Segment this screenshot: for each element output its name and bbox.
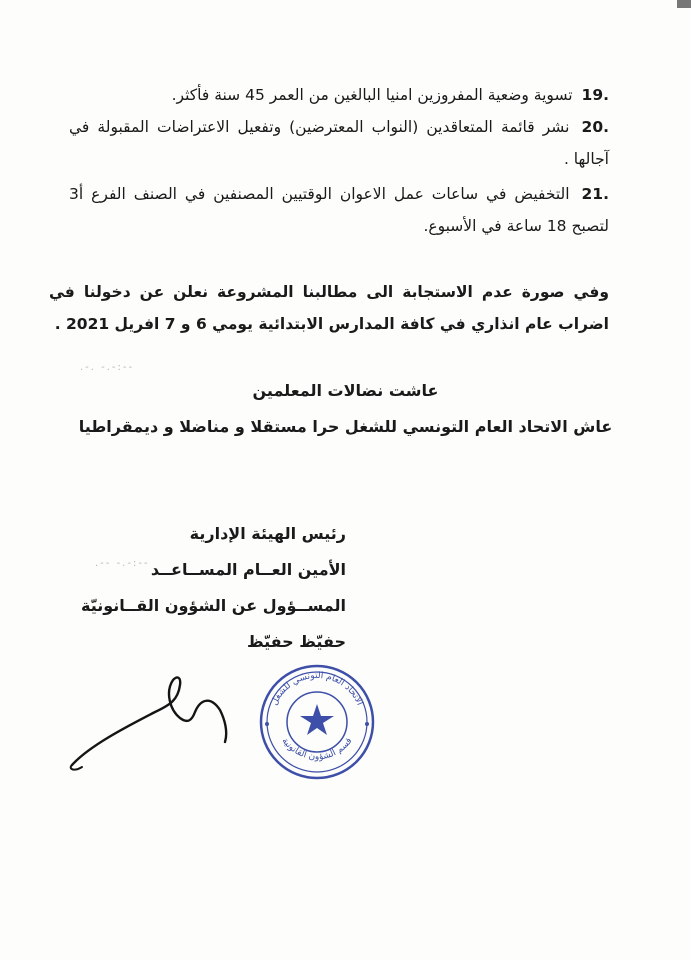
slogan-teachers: عاشت نضالات المعلمين: [252, 381, 439, 400]
official-stamp: [255, 660, 380, 785]
item-text: التخفيض في ساعات عمل الاعوان الوقتيين المصنفين في الصنف الفرع أ3 لتصبح 18 ساعة في الأسبوع.: [69, 185, 609, 235]
corner-mark: [677, 0, 691, 8]
signatory-department: المســؤول عن الشؤون القــانونيّة: [81, 596, 346, 615]
signatory-name: حفيّظ حفيّظ: [247, 632, 346, 651]
signatory-title: رئيس الهيئة الإدارية: [189, 524, 346, 543]
item-number: .20: [581, 118, 609, 136]
item-number: .19: [581, 86, 609, 104]
list-item-19: [69, 79, 609, 111]
strike-announcement: وفي صورة عدم الاستجابة الى مطالبنا المشروعة نعلن عن دخولنا في اضراب عام انذاري في كافة المدارس الابتدائية يومي 6 و 7 افريل 2021 .: [49, 283, 609, 333]
stamp-smudge: .-. -.-:--: [80, 362, 135, 373]
stamp-inner-text: قسم الشؤون القانونية: [279, 736, 355, 763]
signatory-position: الأمين العــام المســاعــد: [150, 560, 346, 579]
stamp-outer-text: الاتحاد العام التونسي للشغل: [269, 670, 365, 708]
item-text: نشر قائمة المتعاقدين (النواب المعترضين) وتفعيل الاعتراضات المقبولة في آجالها .: [69, 118, 609, 168]
slogan-union: عاش الاتحاد العام التونسي للشغل حرا مستقلا و مناضلا و ديمقراطيا: [78, 417, 613, 436]
item-text: تسوية وضعية المفروزين امنيا البالغين من العمر 45 سنة فأكثر.: [171, 86, 573, 104]
list-item-21: [69, 178, 609, 242]
list-item-20: [69, 111, 609, 175]
handwritten-signature: [60, 670, 240, 780]
stamp-smudge: .-- -.-:--: [95, 558, 150, 569]
item-number: .21: [581, 185, 609, 203]
